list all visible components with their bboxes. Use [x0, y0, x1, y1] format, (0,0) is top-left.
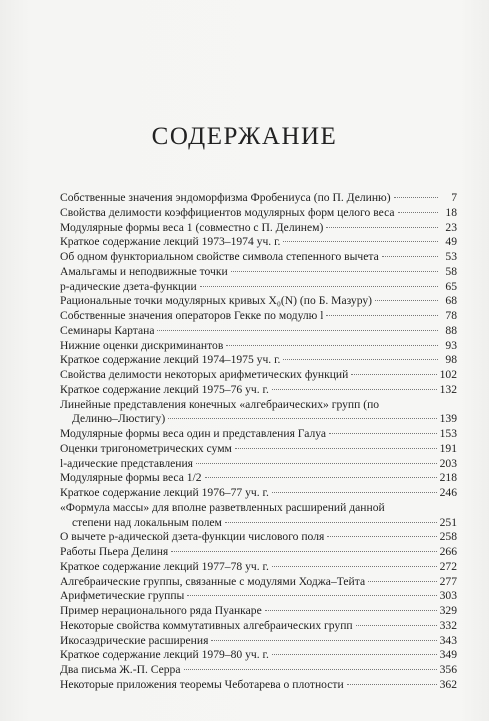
toc-entry[interactable]: [60, 280, 457, 295]
dot-leader: [368, 580, 437, 582]
toc-entry[interactable]: [60, 678, 457, 693]
dot-leader: [394, 196, 438, 198]
dot-leader: [265, 609, 437, 611]
toc-entry-page: 203: [439, 456, 457, 470]
toc-entry[interactable]: [60, 545, 457, 560]
dot-leader: [211, 639, 436, 641]
toc-entry-title: Алгебраические группы, связанные с модулями Ходжа–Тейта: [60, 574, 366, 588]
toc-entry-title: Арифметические группы: [60, 589, 185, 603]
toc-entry-page: 132: [439, 382, 457, 396]
toc-entry-page: 349: [439, 648, 457, 662]
dot-leader: [327, 535, 436, 537]
toc-entry[interactable]: [60, 206, 457, 221]
toc-entry-title: Краткое содержание лекций 1976–77 уч. г.: [60, 486, 269, 499]
toc-entry-title-line2: Делиню–Люстигу): [72, 412, 166, 426]
toc-entry-title: Модулярные формы веса один и представления Галуа: [60, 427, 327, 440]
dot-leader: [356, 624, 437, 626]
toc-entry-title: Об одном функториальном свойстве символа степенного вычета: [60, 250, 379, 263]
toc-entry[interactable]: [60, 486, 457, 501]
toc-entry[interactable]: [60, 457, 457, 472]
dot-leader: [235, 447, 437, 449]
toc-entry-page: 49: [445, 235, 457, 249]
toc-entry-title: Краткое содержание лекций 1975–76 уч. г.: [60, 382, 269, 396]
dot-leader: [326, 314, 438, 316]
toc-entry[interactable]: [60, 265, 457, 280]
table-of-contents: [60, 191, 457, 693]
toc-entry[interactable]: [60, 221, 457, 236]
toc-entry-title: Краткое содержание лекций 1977–78 уч. г.: [60, 559, 269, 573]
dot-leader: [272, 565, 437, 567]
dot-leader: [226, 344, 438, 346]
toc-entry-title: Пример нерационального ряда Пуанкаре: [60, 604, 262, 617]
toc-entry-page: 102: [439, 368, 457, 381]
toc-entry[interactable]: [60, 368, 457, 383]
toc-entry-page: 139: [439, 412, 457, 426]
toc-entry-title: Краткое содержание лекций 1979–80 уч. г.: [60, 648, 269, 662]
dot-leader: [171, 550, 436, 552]
toc-entry[interactable]: [60, 383, 457, 398]
toc-entry[interactable]: [60, 442, 457, 457]
toc-entry[interactable]: [60, 530, 457, 545]
toc-entry-page: 277: [439, 574, 457, 588]
toc-entry-title: Некоторые свойства коммутативных алгебраических групп: [60, 618, 353, 632]
dot-leader: [272, 491, 437, 493]
dot-leader: [347, 683, 437, 685]
dot-leader: [231, 270, 438, 272]
toc-entry-title: Нижние оценки дискриминантов: [60, 338, 224, 352]
toc-entry-page: 343: [439, 633, 457, 647]
toc-entry-title: p-адические дзета-функции: [60, 279, 197, 293]
dot-leader: [157, 329, 438, 331]
toc-entry-page: 53: [445, 250, 457, 263]
toc-entry-page: 332: [439, 618, 457, 632]
toc-entry-page: 303: [439, 589, 457, 603]
toc-entry-page: 93: [445, 338, 457, 352]
toc-entry-title-line1: «Формула массы» для вполне разветвленных расширений данной: [60, 500, 385, 514]
toc-entry-page: 246: [439, 486, 457, 499]
toc-entry-page: 153: [439, 427, 457, 440]
dot-leader: [382, 255, 438, 257]
toc-entry-title: Свойства делимости некоторых арифметических функций: [60, 368, 349, 381]
toc-entry-page: 362: [439, 677, 457, 691]
toc-entry-page: 68: [445, 294, 457, 308]
toc-entry[interactable]: [60, 398, 457, 428]
toc-entry-page: 218: [439, 471, 457, 485]
toc-entry-title: Модулярные формы веса 1/2: [60, 471, 202, 485]
dot-leader: [283, 358, 438, 360]
toc-entry[interactable]: [60, 471, 457, 486]
toc-entry-page: 258: [439, 530, 457, 544]
dot-leader: [168, 417, 436, 419]
toc-entry-title-line1: Линейные представления конечных «алгебраических» групп (по: [60, 397, 380, 411]
toc-entry[interactable]: [60, 575, 457, 590]
toc-entry-page: 329: [439, 604, 457, 617]
toc-entry-title: Работы Пьера Делиня: [60, 545, 169, 558]
dot-leader: [187, 594, 436, 596]
dot-leader: [351, 373, 436, 375]
toc-entry-page: 88: [445, 323, 457, 337]
toc-entry[interactable]: [60, 250, 457, 265]
toc-entry[interactable]: [60, 235, 457, 250]
toc-entry[interactable]: [60, 619, 457, 634]
toc-entry-title: Некоторые приложения теоремы Чеботарева о плотности: [60, 677, 344, 691]
toc-entry-page: 18: [445, 205, 457, 219]
dot-leader: [398, 211, 439, 213]
dot-leader: [200, 285, 438, 287]
toc-entry[interactable]: [60, 648, 457, 663]
dot-leader: [184, 668, 437, 670]
page-title: СОДЕРЖАНИЕ: [151, 123, 338, 150]
dot-leader: [272, 388, 437, 390]
toc-entry[interactable]: [60, 501, 457, 531]
toc-entry-title: Семинары Картана: [60, 323, 155, 337]
toc-entry-title: l-адические представления: [60, 456, 194, 470]
toc-entry-title: Икосаэдрические расширения: [60, 633, 209, 647]
toc-entry-title: Собственные значения операторов Гекке по модулю l: [60, 309, 324, 322]
toc-entry-page: 65: [445, 279, 457, 293]
toc-entry-page: 98: [445, 353, 457, 367]
toc-entry-page: 191: [439, 441, 457, 455]
toc-entry[interactable]: [60, 309, 457, 324]
toc-entry[interactable]: [60, 634, 457, 649]
toc-entry-page: 78: [445, 309, 457, 322]
toc-entry[interactable]: [60, 560, 457, 575]
toc-entry-title: Рациональные точки модулярных кривых X₀(N) (по Б. Мазуру): [60, 294, 373, 308]
toc-entry-page: 7: [451, 191, 457, 204]
toc-entry-title: Свойства делимости коэффициентов модулярных форм целого веса: [60, 205, 395, 219]
toc-entry-title-line2: степени над локальным полем: [72, 515, 222, 529]
toc-entry[interactable]: [60, 339, 457, 354]
dot-leader: [326, 226, 438, 228]
toc-entry[interactable]: [60, 324, 457, 339]
dot-leader: [205, 476, 437, 478]
toc-entry-page: 251: [439, 515, 457, 529]
toc-entry[interactable]: [60, 604, 457, 619]
toc-entry-title: Два письма Ж.-П. Серра: [60, 663, 181, 676]
toc-entry-title: Краткое содержание лекций 1974–1975 уч. г.: [60, 353, 281, 367]
toc-entry-page: 266: [439, 545, 457, 558]
toc-entry-title: О вычете p-адической дзета-функции числового поля: [60, 530, 325, 544]
toc-entry[interactable]: [60, 427, 457, 442]
toc-entry[interactable]: [60, 191, 457, 206]
dot-leader: [375, 299, 438, 301]
toc-entry-title: Краткое содержание лекций 1973–1974 уч. г.: [60, 235, 281, 249]
dot-leader: [283, 240, 438, 242]
dot-leader: [329, 432, 437, 434]
dot-leader: [196, 462, 437, 464]
toc-entry-page: 356: [439, 663, 457, 676]
toc-entry-page: 272: [439, 559, 457, 573]
toc-entry[interactable]: [60, 294, 457, 309]
toc-entry-title: Амальгамы и неподвижные точки: [60, 264, 228, 278]
toc-entry-page: 58: [445, 264, 457, 278]
toc-entry[interactable]: [60, 589, 457, 604]
toc-entry[interactable]: [60, 353, 457, 368]
toc-entry-title: Оценки тригонометрических сумм: [60, 441, 232, 455]
dot-leader: [272, 653, 437, 655]
toc-entry[interactable]: [60, 663, 457, 678]
toc-entry-title: Модулярные формы веса 1 (совместно с П. Делинем): [60, 220, 324, 234]
dot-leader: [225, 521, 437, 523]
toc-entry-title: Собственные значения эндоморфизма Фробениуса (по П. Делиню): [60, 191, 391, 204]
toc-entry-page: 23: [445, 220, 457, 234]
